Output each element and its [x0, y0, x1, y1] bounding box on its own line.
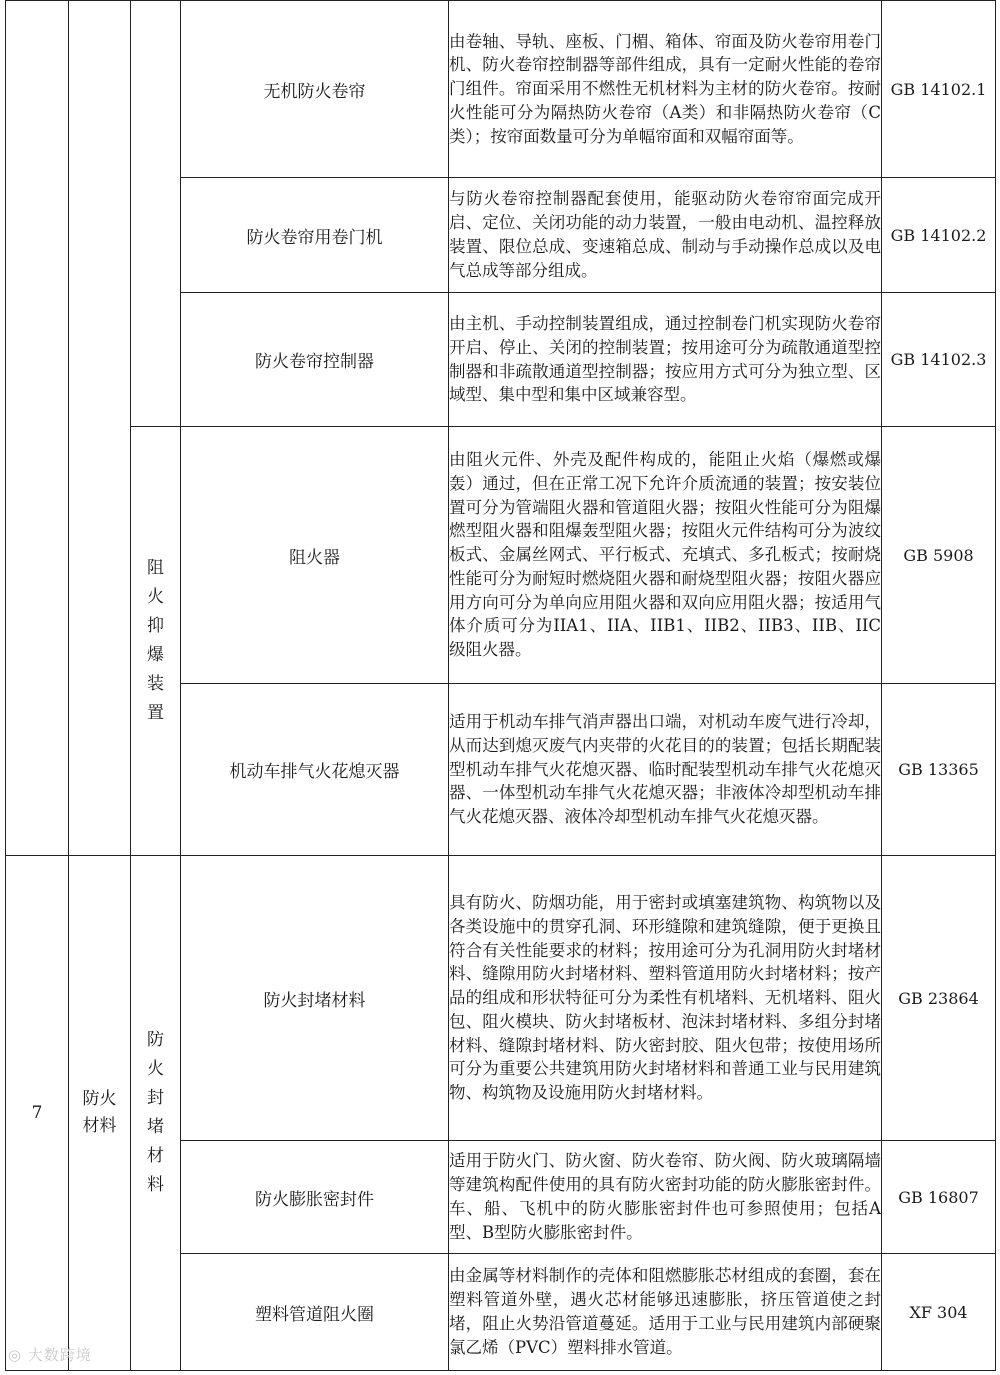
watermark-logo-icon: ◎: [8, 1346, 23, 1364]
product-name: 防火膨胀密封件: [181, 1141, 449, 1254]
watermark: [8, 1344, 92, 1365]
category-name: 防火材料: [82, 1089, 117, 1136]
standard-code: GB 14102.3: [882, 293, 996, 427]
subcategory-cell-continued: [131, 1, 181, 427]
standard-code: GB 13365: [882, 684, 996, 856]
category-number: 7: [6, 856, 69, 1371]
spec-table: [5, 0, 996, 1371]
table-row: [6, 856, 996, 1141]
subcategory-cell: [131, 856, 181, 1371]
product-description: 适用于机动车排气消声器出口端，对机动车废气进行冷却，从而达到熄灭废气内夹带的火花目的的装置；包括长期配装型机动车排气火花熄灭器、临时配装型机动车排气火花熄灭器、一体型机动车排气火花熄灭器；非液体冷却型机动车排气火花熄灭器、液体冷却型机动车排气火花熄灭器。: [449, 684, 882, 856]
standard-code: GB 14102.2: [882, 178, 996, 293]
product-name: 防火封堵材料: [181, 856, 449, 1141]
watermark-text: 大数跨境: [27, 1346, 92, 1364]
product-name: 无机防火卷帘: [181, 1, 449, 178]
product-description: 适用于防火门、防火窗、防火卷帘、防火阀、防火玻璃隔墙等建筑构配件使用的具有防火密封功能的防火膨胀密封件。车、船、飞机中的防火膨胀密封件也可参照使用；包括A型、B型防火膨胀密封件。: [449, 1141, 882, 1254]
subcategory-label: 阻火抑爆装置: [147, 558, 164, 723]
subcategory-cell: [131, 427, 181, 856]
table-row: [6, 427, 996, 684]
category-cell-continued: [69, 1, 131, 856]
product-name: 防火卷帘用卷门机: [181, 178, 449, 293]
table-row: [6, 1, 996, 178]
product-description: 由阻火元件、外壳及配件构成的，能阻止火焰（爆燃或爆轰）通过，但在正常工况下允许介质流通的装置；按安装位置可分为管端阻火器和管道阻火器；按阻火性能可分为阻爆燃型阻火器和阻爆轰型阻火器；按阻火元件结构可分为波纹板式、金属丝网式、平行板式、充填式、多孔板式；按耐烧性能可分为耐短时燃烧阻火器和耐烧型阻火器；按阻火器应用方向可分为单向应用阻火器和双向应用阻火器；按适用气体介质可分为IIA1、IIA、IIB1、IIB2、IIB3、IIB、IIC级阻火器。: [449, 427, 882, 684]
subcategory-label: 防火封堵材料: [147, 1030, 164, 1195]
product-name: 塑料管道阻火圈: [181, 1254, 449, 1371]
standard-code: GB 14102.1: [882, 1, 996, 178]
product-description: 由主机、手动控制装置组成，通过控制卷门机实现防火卷帘开启、停止、关闭的控制装置；按用途可分为疏散通道型控制器和非疏散通道型控制器；按应用方式可分为独立型、区域型、集中型和集中区域兼容型。: [449, 293, 882, 427]
number-cell-continued: [6, 1, 69, 856]
product-description: 具有防火、防烟功能，用于密封或填塞建筑物、构筑物以及各类设施中的贯穿孔洞、环形缝隙和建筑缝隙，便于更换且符合有关性能要求的材料；按用途可分为孔洞用防火封堵材料、缝隙用防火封堵材料、塑料管道用防火封堵材料；按产品的组成和形状特征可分为柔性有机堵料、无机堵料、阻火包、阻火模块、防火封堵板材、泡沫封堵材料、多组分封堵材料、缝隙封堵材料、防火密封胶、阻火包带；按使用场所可分为重要公共建筑用防火封堵材料和普通工业与民用建筑物、构筑物及设施用防火封堵材料。: [449, 856, 882, 1141]
standard-code: GB 16807: [882, 1141, 996, 1254]
product-name: 阻火器: [181, 427, 449, 684]
standard-code: XF 304: [882, 1254, 996, 1371]
product-description: 与防火卷帘控制器配套使用，能驱动防火卷帘帘面完成开启、定位、关闭功能的动力装置，一般由电动机、温控释放装置、限位总成、变速箱总成、制动与手动操作总成以及电气总成等部分组成。: [449, 178, 882, 293]
product-name: 防火卷帘控制器: [181, 293, 449, 427]
product-description: 由金属等材料制作的壳体和阻燃膨胀芯材组成的套圈，套在塑料管道外壁，遇火芯材能够迅速膨胀，挤压管道使之封堵，阻止火势沿管道蔓延。适用于工业与民用建筑内部硬聚氯乙烯（PVC）塑料排水管道。: [449, 1254, 882, 1371]
category-name-cell: [69, 856, 131, 1371]
product-name: 机动车排气火花熄灭器: [181, 684, 449, 856]
standard-code: GB 5908: [882, 427, 996, 684]
standard-code: GB 23864: [882, 856, 996, 1141]
product-description: 由卷轴、导轨、座板、门楣、箱体、帘面及防火卷帘用卷门机、防火卷帘控制器等部件组成，具有一定耐火性能的卷帘门组件。帘面采用不燃性无机材料为主材的防火卷帘。按耐火性能可分为隔热防火卷帘（A类）和非隔热防火卷帘（C类）；按帘面数量可分为单幅帘面和双幅帘面等。: [449, 1, 882, 178]
